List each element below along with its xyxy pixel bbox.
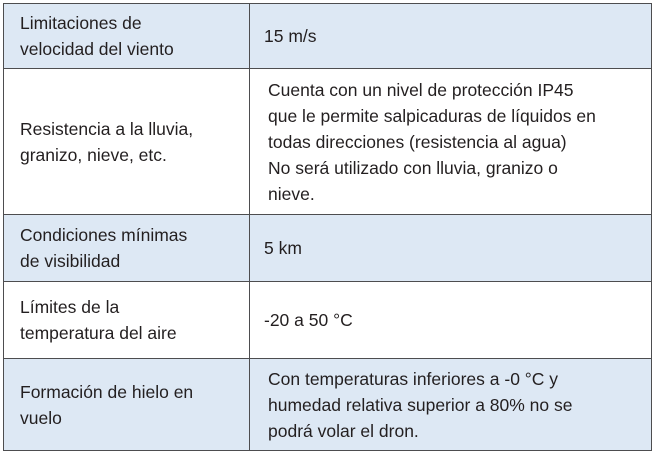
value-line: que le permite salpicaduras de líquidos en (268, 105, 596, 126)
value-line: No será utilizado con lluvia, granizo o (268, 157, 558, 178)
row-label (4, 69, 250, 215)
table-row (4, 282, 652, 359)
specifications-table (3, 3, 652, 451)
table-row (4, 215, 652, 282)
label-line: de visibilidad (20, 251, 121, 271)
row-value (250, 359, 652, 451)
label-line: Límites de la (20, 297, 120, 317)
value-line: Cuenta con un nivel de protección IP45 (268, 79, 574, 100)
label-line: Formación de hielo en (20, 381, 194, 402)
value-line: podrá volar el dron. (268, 420, 419, 441)
table-row (4, 359, 652, 451)
table-row (4, 69, 652, 215)
label-line: Resistencia a la lluvia, (20, 118, 194, 139)
value-line: Con temperaturas inferiores a -0 °C y (268, 368, 559, 389)
row-value (250, 215, 652, 282)
row-label (4, 282, 250, 359)
row-value (250, 4, 652, 69)
value-line: -20 a 50 °C (264, 310, 353, 330)
value-line: todas direcciones (resistencia al agua) (268, 131, 567, 152)
row-value (250, 282, 652, 359)
row-label (4, 359, 250, 451)
value-line: 15 m/s (264, 26, 317, 46)
row-label (4, 4, 250, 69)
label-line: Condiciones mínimas (20, 225, 188, 245)
label-line: velocidad del viento (20, 39, 174, 59)
row-value (250, 69, 652, 215)
value-line: 5 km (264, 238, 302, 258)
table-row (4, 4, 652, 69)
label-line: vuelo (20, 407, 62, 428)
label-line: granizo, nieve, etc. (20, 144, 167, 165)
value-line: humedad relativa superior a 80% no se (268, 394, 573, 415)
row-label (4, 215, 250, 282)
value-line: nieve. (268, 183, 315, 204)
label-line: temperatura del aire (20, 323, 177, 343)
label-line: Limitaciones de (20, 13, 142, 33)
